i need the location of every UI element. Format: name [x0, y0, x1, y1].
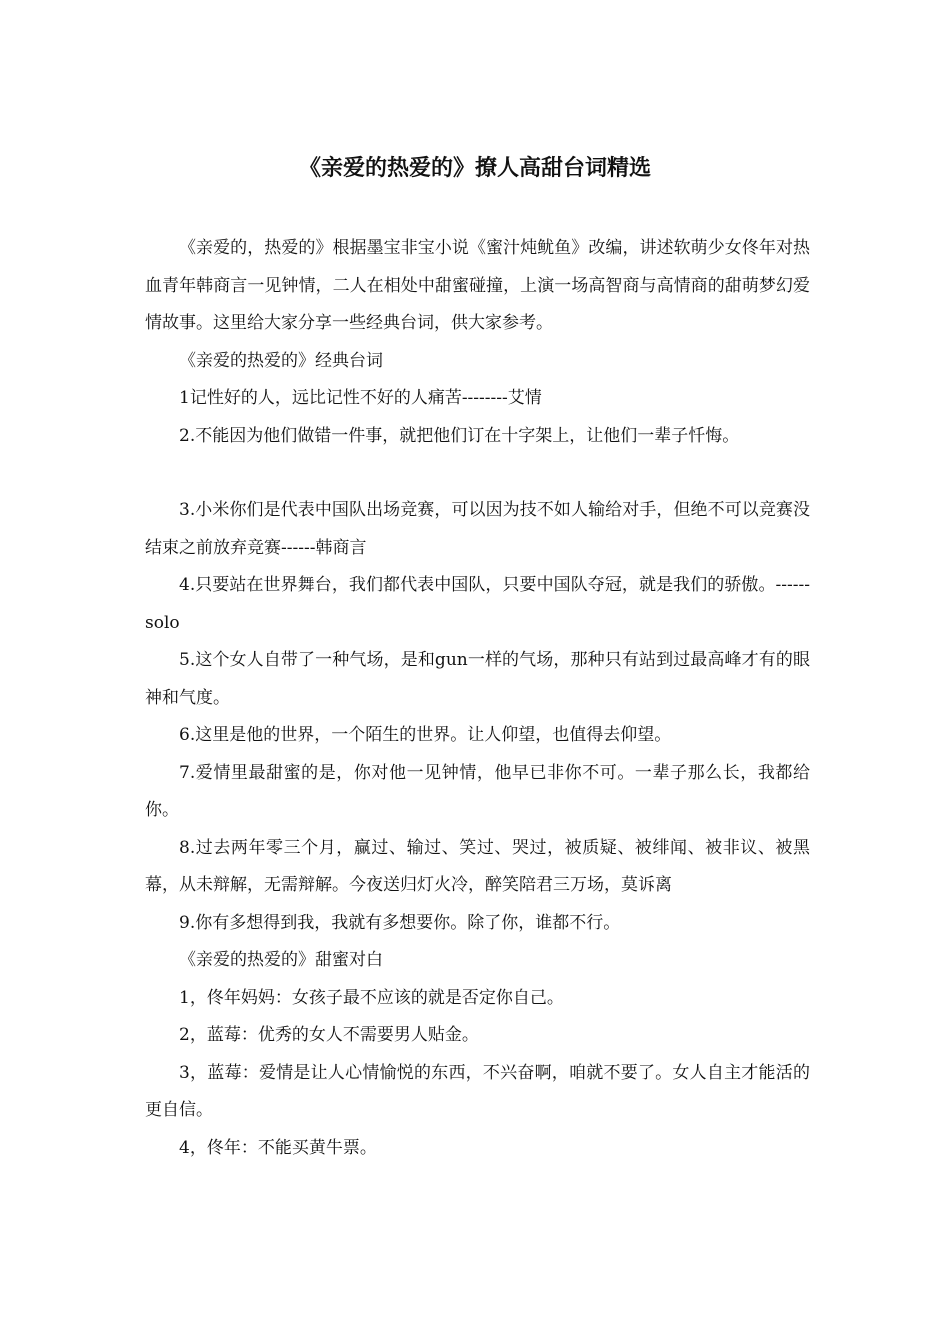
quote-item-7: 7.爱情里最甜蜜的是，你对他一见钟情，他早已非你不可。一辈子那么长，我都给你。	[145, 762, 810, 820]
quote-item-9: 9.你有多想得到我，我就有多想要你。除了你，谁都不行。	[179, 912, 621, 933]
quote-item-3: 3.小米你们是代表中国队出场竞赛，可以因为技不如人输给对手，但绝不可以竞赛没结束之前放弃竞赛------韩商言	[145, 500, 810, 558]
quote-item-6: 6.这里是他的世界，一个陌生的世界。让人仰望，也值得去仰望。	[179, 725, 672, 745]
quote-item-5: 5.这个女人自带了一种气场，是和gun一样的气场，那种只有站到过最高峰才有的眼神和气度。	[145, 650, 810, 708]
document-body	[145, 230, 810, 1167]
dialogue-item-4: 4，佟年：不能买黄牛票。	[179, 1137, 377, 1158]
document-title: 《亲爱的热爱的》撩人高甜台词精选	[298, 156, 651, 181]
dialogue-item-3: 3，蓝莓：爱情是让人心情愉悦的东西，不兴奋啊，咱就不要了。女人自主才能活的更自信。	[145, 1062, 810, 1120]
quote-item-8: 8.过去两年零三个月，赢过、输过、笑过、哭过，被质疑、被绯闻、被非议、被黑幕，从未辩解，无需辩解。今夜送归灯火冷，醉笑陪君三万场，莫诉离	[145, 837, 810, 895]
quote-item-2: 2.不能因为他们做错一件事，就把他们订在十字架上，让他们一辈子忏悔。	[179, 425, 740, 446]
quote-item-4: 4.只要站在世界舞台，我们都代表中国队，只要中国队夺冠，就是我们的骄傲。------solo	[145, 575, 810, 633]
dialogue-item-1: 1，佟年妈妈：女孩子最不应该的就是否定你自己。	[179, 987, 564, 1008]
section-heading-sweet-dialogue: 《亲爱的热爱的》甜蜜对白	[179, 950, 383, 970]
blank-line	[145, 455, 810, 492]
quote-item-1: 1记性好的人，远比记性不好的人痛苦--------艾情	[179, 388, 542, 408]
intro-paragraph: 《亲爱的，热爱的》根据墨宝非宝小说《蜜汁炖鱿鱼》改编，讲述软萌少女佟年对热血青年韩商言一见钟情，二人在相处中甜蜜碰撞，上演一场高智商与高情商的甜萌梦幻爱情故事。这里给大家分享一些经典台词，供大家参考。	[145, 238, 810, 333]
dialogue-item-2: 2，蓝莓：优秀的女人不需要男人贴金。	[179, 1025, 479, 1045]
section-heading-classic-lines: 《亲爱的热爱的》经典台词	[179, 350, 383, 371]
